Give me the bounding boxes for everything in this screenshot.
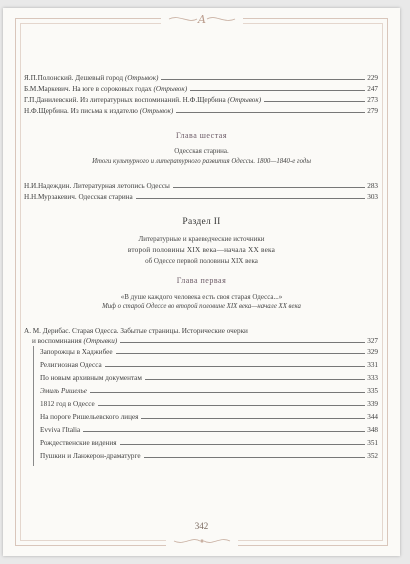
toc-entry: Н.Ф.Щербина. Из письма к издателю (Отрывок) 279 bbox=[24, 107, 378, 115]
section-two-line1: Литературные и краеведческие источники bbox=[138, 235, 265, 243]
toc-entry-author: А. М. Дерибас. Старая Одесса. Забытые страницы. Исторические очерки bbox=[24, 327, 248, 335]
toc-subentry: Рождественские видения 351 bbox=[40, 439, 378, 447]
chapter-one-title: Глава первая bbox=[176, 276, 227, 285]
toc-entry: Я.П.Полонский. Дешевый город (Отрывок) 229 bbox=[24, 74, 378, 82]
toc-entry: и воспоминания (Отрывки) 327 bbox=[32, 337, 378, 345]
svg-text:A: A bbox=[197, 13, 206, 26]
bottom-ornament-icon bbox=[166, 534, 238, 553]
toc-subentry: Evviva l'Italia 348 bbox=[40, 426, 378, 434]
toc-entry: Б.М.Маркевич. На юге в сороковых годах (Отрывок) 247 bbox=[24, 85, 378, 93]
chapter-six-subtitle: Одесская старина. bbox=[174, 147, 229, 155]
toc-entry: Г.П.Данилевский. Из литературных воспоминаний. Н.Ф.Щербина (Отрывок) 273 bbox=[24, 96, 378, 104]
section-two-title: Раздел II bbox=[182, 217, 221, 227]
toc-subentry: На пороге Ришельевского лицея 344 bbox=[40, 413, 378, 421]
chapter-one-quote: «В душе каждого человека есть своя старая Одесса...» bbox=[120, 293, 283, 301]
toc-subentry: Религиозная Одесса 331 bbox=[40, 361, 378, 369]
toc-subentry: По новым архивным документам 333 bbox=[40, 374, 378, 382]
page-number: 342 bbox=[194, 521, 209, 531]
book-page bbox=[3, 8, 400, 556]
chapter-six-subtitle-italic: Итоги культурного и литературного развития Одессы. 1800—1840-е годы bbox=[92, 158, 311, 165]
toc-subentry: 1812 год в Одессе 339 bbox=[40, 400, 378, 408]
toc-subentry: Запорожцы в Хаджибее 329 bbox=[40, 348, 378, 356]
toc-entry: Н.И.Надеждин. Литературная летопись Одессы 283 bbox=[24, 182, 378, 190]
section-two-line2: второй половины XIX века—начала XX века bbox=[127, 245, 276, 254]
chapter-one-quote-italic: Миф о старой Одессе во второй половине XIX века—начале XX века bbox=[102, 303, 301, 310]
chapter-six-title: Глава шестая bbox=[175, 131, 228, 140]
section-two-line3: об Одессе первой половины XIX века bbox=[145, 257, 258, 265]
subentry-bracket-line bbox=[33, 346, 34, 466]
toc-subentry: Эмиль Ришелье 335 bbox=[40, 387, 378, 395]
toc-entry: Н.Н.Мурзакевич. Одесская старина 303 bbox=[24, 193, 378, 201]
top-ornament-icon bbox=[161, 12, 243, 31]
toc-subentry: Пушкин и Ланжерон-драматурге 352 bbox=[40, 452, 378, 460]
